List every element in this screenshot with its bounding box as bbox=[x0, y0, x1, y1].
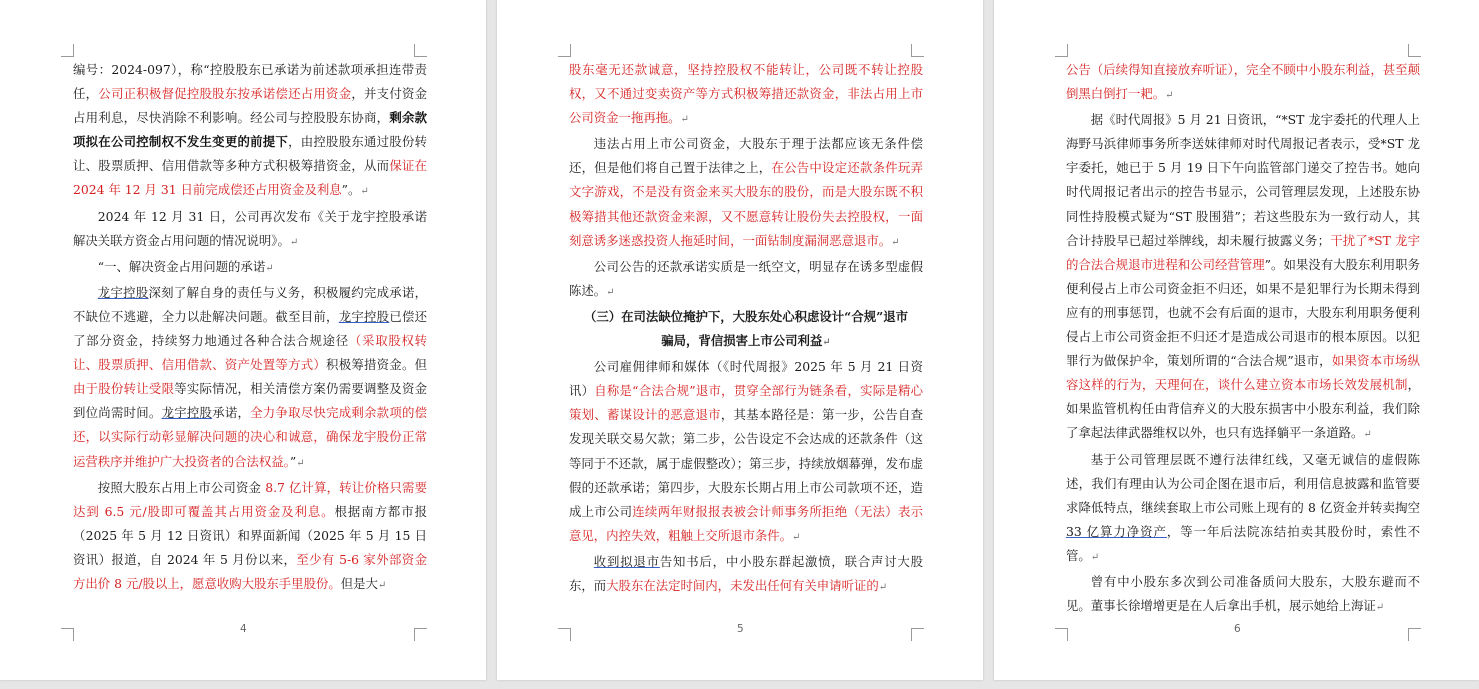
page-body bbox=[1066, 58, 1420, 620]
highlighted-text: 8.7 亿计算，转让价格只需要达到 6.5 元/股即可覆盖其占用资金及利息。 bbox=[73, 479, 427, 519]
text-run: ”。如果没有大股东利用职务便利侵占上市公司资金拒不归还，如果不是犯罪行为长期未得到应有的刑事惩罚，也就不会有后面的退市，大股东利用职务便利侵占上市公司资金拒不归还才是造成公司退市的根本原因。以犯罪行为做保护伞，策划所谓的“合法合规”退市， bbox=[1066, 256, 1421, 369]
underlined-text: 龙宇控股 bbox=[97, 284, 149, 300]
text-run: 公司雇佣律师和媒体（《时代周报》2025 年 5 月 21 日资讯） bbox=[569, 359, 923, 399]
crop-mark bbox=[61, 628, 74, 641]
body-paragraph bbox=[569, 58, 923, 132]
body-paragraph bbox=[73, 281, 427, 476]
body-paragraph bbox=[1066, 570, 1420, 620]
paragraph-mark-icon: ↵ bbox=[360, 186, 369, 198]
text-run: ，其基本路径是：第一步，公告自查发现关联交易欠款；第二步，公告设定不会达成的还款条件（这等同于不还款，属于虚假整改）；第三步，持续放烟幕弹，发布虚假的还款承诺；第四步，大股东长期占用上市公司款项不还，造成上市公司 bbox=[569, 407, 924, 519]
crop-mark bbox=[1055, 44, 1068, 57]
crop-mark bbox=[558, 44, 571, 57]
highlighted-text: 公告（后续得知直接放弃听证），完全不顾中小股东利益，甚至颠倒黑白倒打一耙。 bbox=[1066, 62, 1420, 102]
paragraph-mark-icon: ↵ bbox=[377, 579, 387, 591]
text-run: 公司公告的还款承诺实质是一纸空文，明显存在诱多型虚假陈述。 bbox=[569, 258, 923, 298]
text-run: 深刻了解自身的责任与义务，积极履约完成承诺，不缺位不逃避，全力以赴解决问题。截至目前， bbox=[73, 284, 428, 324]
paragraph-mark-icon: ↵ bbox=[1375, 602, 1385, 614]
underlined-text: 收到拟退市 bbox=[593, 553, 660, 569]
text-run: 告知书后，中小股东群起激愤，联合声讨大股东，而 bbox=[569, 553, 924, 593]
body-paragraph bbox=[73, 58, 427, 205]
crop-mark bbox=[414, 44, 427, 57]
paragraph-mark-icon: ↵ bbox=[792, 531, 801, 543]
page-number: 4 bbox=[240, 623, 247, 635]
paragraph-mark-icon: ↵ bbox=[822, 337, 831, 349]
body-paragraph bbox=[1066, 108, 1420, 447]
highlighted-text: 股东毫无还款诚意，坚持控股权不能转让，公司既不转让控股权，又不通过变卖资产等方式积极筹措还款资金，非法占用上市公司资金一拖再拖。 bbox=[569, 62, 923, 126]
text-run: 已偿还了部分资金，持续努力地通过各种合法合规途径 bbox=[73, 308, 428, 349]
crop-mark bbox=[1408, 628, 1421, 641]
paragraph-mark-icon: ↵ bbox=[878, 581, 888, 593]
crop-mark bbox=[1055, 628, 1068, 641]
highlighted-text: 至少有 5-6 家外部资金方出价 8 元/股以上，愿意收购大股东手里股份。 bbox=[73, 551, 427, 591]
body-paragraph bbox=[569, 355, 923, 550]
text-run: 承诺， bbox=[212, 405, 251, 421]
highlighted-text: 干扰了*ST 龙宇的合法合规退市进程和公司经营管理 bbox=[1066, 232, 1420, 272]
body-paragraph bbox=[1066, 448, 1420, 570]
highlighted-text: 在公告中设定还款条件玩弄文字游戏，不是没有资金来买大股东的股份，而是大股东既不积极筹措其他还款资金来源，又不愿意转让股份失去控股权，一面刻意诱多迷惑投资人拖延时间，一面钻制度漏洞恶意退市。 bbox=[569, 160, 924, 248]
text-run: ”。 bbox=[341, 182, 361, 198]
crop-mark bbox=[414, 628, 427, 641]
text-run: “一、解决资金占用问题的承诺 bbox=[97, 258, 266, 274]
paragraph-mark-icon: ↵ bbox=[1363, 429, 1372, 441]
bold-text: 剩余款项拟在公司控制权不发生变更的前提下 bbox=[73, 110, 428, 150]
text-run: 基于公司管理层既不遵行法律红线，又毫无诚信的虚假陈述，我们有理由认为公司企图在退市后，利用信息披露和监管要求降低特点，继续套取上市公司账上现有的 8 亿资金并转卖掏空 bbox=[1066, 451, 1420, 515]
text-run: 根据南方都市报（2025 年 5 月 12 日资讯）和界面新闻（2025 年 5 月 15 日资讯）报道，自 2024 年 5 月份以来， bbox=[73, 503, 428, 567]
paragraph-mark-icon: ↵ bbox=[1165, 90, 1174, 102]
text-run: 但是大 bbox=[340, 575, 378, 591]
crop-mark bbox=[911, 628, 924, 641]
page-number: 5 bbox=[737, 623, 744, 635]
text-run: 积极筹措资金。但 bbox=[326, 357, 428, 373]
page-body bbox=[569, 58, 923, 600]
body-paragraph bbox=[73, 205, 427, 255]
paragraph-mark-icon: ↵ bbox=[680, 114, 689, 126]
crop-mark bbox=[61, 44, 74, 57]
body-paragraph bbox=[569, 132, 923, 254]
text-run: 违法占用上市公司资金，大股东于理于法都应该无条件偿还，但是他们将自己置于法律之上， bbox=[569, 136, 923, 176]
text-run: ，并支付资金占用利息，尽快消除不利影响。经公司与控股股东协商， bbox=[73, 86, 428, 126]
document-page-4 bbox=[0, 0, 486, 680]
text-run: ，由控股股东通过股份转让、股票质押、信用借款等多种方式积极筹措资金，从而 bbox=[73, 134, 428, 174]
highlighted-text: 大股东在法定时间内，未发出任何有关申请听证的 bbox=[606, 577, 879, 593]
underlined-text: 33 亿算力净资产 bbox=[1066, 523, 1167, 539]
body-paragraph bbox=[1066, 58, 1420, 108]
text-run: 2024 年 12 月 31 日，公司再次发布《关于龙宇控股承诺解决关联方资金占用问题的情况说明》。 bbox=[73, 208, 427, 248]
body-paragraph bbox=[73, 476, 427, 598]
text-run: （三）在司法缺位掩护下，大股东处心积虑设计“合规”退市骗局，背信损害上市公司利益 bbox=[583, 308, 909, 349]
crop-mark bbox=[1408, 44, 1421, 57]
highlighted-text: 连续两年财报报表被会计师事务所拒绝（无法）表示意见，内控失效，粗触上交所退市条件。 bbox=[569, 503, 924, 543]
section-heading bbox=[569, 305, 923, 355]
page-number: 6 bbox=[1234, 623, 1241, 635]
paragraph-mark-icon: ↵ bbox=[265, 262, 274, 274]
underlined-text: 龙宇控股 bbox=[161, 405, 213, 421]
paragraph-mark-icon: ↵ bbox=[606, 286, 615, 298]
highlighted-text: 公司正积极督促控股股东按承诺偿还占用资金 bbox=[98, 86, 352, 102]
paragraph-mark-icon: ↵ bbox=[891, 236, 900, 248]
highlighted-text: 如果资本市场纵容这样的行为，天理何在，谈什么建立资本市场长效发展机制 bbox=[1066, 353, 1420, 393]
page-body bbox=[73, 58, 427, 598]
highlighted-text: 全力争取尽快完成剩余款项的偿还，以实际行动彰显解决问题的决心和诚意，确保龙宇股份正常运营秩序并维护广大投资者的合法权益。 bbox=[73, 405, 428, 469]
highlighted-text: 由于股份转让受限 bbox=[73, 381, 175, 397]
paragraph-mark-icon: ↵ bbox=[296, 457, 305, 469]
text-run: 编号：2024-097），称“控股股东已承诺为前述款项承担连带责任， bbox=[73, 62, 427, 102]
underlined-text: 龙宇控股 bbox=[338, 308, 390, 324]
text-run: 按照大股东占用上市公司资金 bbox=[97, 479, 266, 495]
crop-mark bbox=[911, 44, 924, 57]
paragraph-mark-icon: ↵ bbox=[289, 236, 299, 248]
body-paragraph bbox=[569, 550, 923, 600]
body-paragraph bbox=[569, 255, 923, 305]
highlighted-text: 自称是“合法合规”退市，贯穿全部行为链条看，实际是精心策划、蓄谋设计的恶意退市 bbox=[569, 383, 923, 423]
text-run: 曾有中小股东多次到公司准备质问大股东，大股东避而不见。董事长徐增增更是在人后拿出手机，展示她给上海证 bbox=[1066, 573, 1420, 614]
body-paragraph bbox=[73, 255, 427, 281]
document-page-6 bbox=[994, 0, 1479, 680]
document-page-5 bbox=[497, 0, 983, 680]
text-run: ，等一年后法院冻结拍卖其股份时，索性不管。 bbox=[1066, 523, 1420, 563]
text-run: 等实际情况，相关清偿方案仍需要调整及资金到位尚需时间。 bbox=[73, 381, 428, 421]
text-run: ” bbox=[289, 453, 297, 469]
paragraph-mark-icon: ↵ bbox=[1090, 551, 1100, 563]
highlighted-text: （采取股权转让、股票质押、信用借款、资产处置等方式） bbox=[73, 333, 428, 373]
text-run: 据《时代周报》5 月 21 日资讯，“*ST 龙宇委托的代理人上海野马浜律师事务所李送妹律师对时代周报记者表示，受*ST 龙宇委托，她已于 5 月 19 日下午向监管部门递交了控告书。她向时代周报记者出示的控告书显示，公司管理层发现，上述股东协同性持股模式疑为“ST 股围猎”；若这些股东为一致行动人，其合计持股早已超过举牌线，却未履行披露义务； bbox=[1066, 112, 1420, 248]
highlighted-text: 保证在 2024 年 12 月 31 日前完成偿还占用资金及利息 bbox=[73, 158, 428, 198]
crop-mark bbox=[558, 628, 571, 641]
text-run: ，如果监管机构任由背信弃义的大股东损害中小股东利益，我们除了拿起法律武器维权以外，也只有选择躺平一条道路。 bbox=[1066, 377, 1420, 441]
